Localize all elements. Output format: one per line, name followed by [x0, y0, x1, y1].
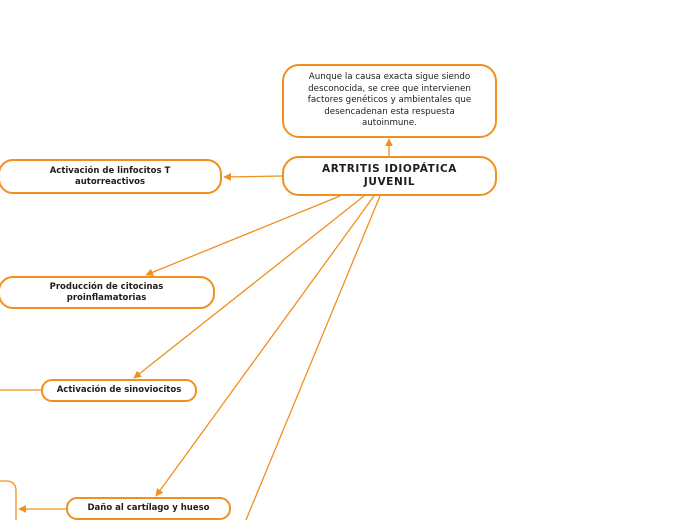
- branch-citocinas-node[interactable]: [0, 276, 215, 309]
- offpage-node-outline: [0, 481, 16, 520]
- branch-linfocitos-node[interactable]: [0, 159, 222, 194]
- note-label: Aunque la causa exacta sigue siendo desconocida, se cree que intervienen factores genéticos y ambientales que desencadenan esta respuesta autoinmune.: [307, 72, 472, 129]
- branch-dano-node[interactable]: [66, 497, 231, 520]
- connector-central-to-linfocitos: [224, 176, 282, 177]
- branch-citocinas-label: Producción de citocinas proinflamatorias: [49, 281, 164, 303]
- connector-central-to-dano: [156, 196, 374, 496]
- connector-central-offpage: [246, 196, 380, 520]
- branch-linfocitos-label: Activación de linfocitos T autorreactivos: [49, 165, 171, 187]
- note-node[interactable]: [282, 64, 497, 138]
- central-topic-node[interactable]: [282, 156, 497, 196]
- connector-central-to-citocinas: [146, 196, 340, 275]
- central-topic-label: ARTRITIS IDIOPÁTICA JUVENIL: [322, 163, 457, 188]
- branch-sinoviocitos-label: Activación de sinoviocitos: [56, 385, 182, 395]
- branch-sinoviocitos-node[interactable]: [41, 379, 197, 402]
- branch-dano-label: Daño al cartílago y hueso: [87, 503, 210, 513]
